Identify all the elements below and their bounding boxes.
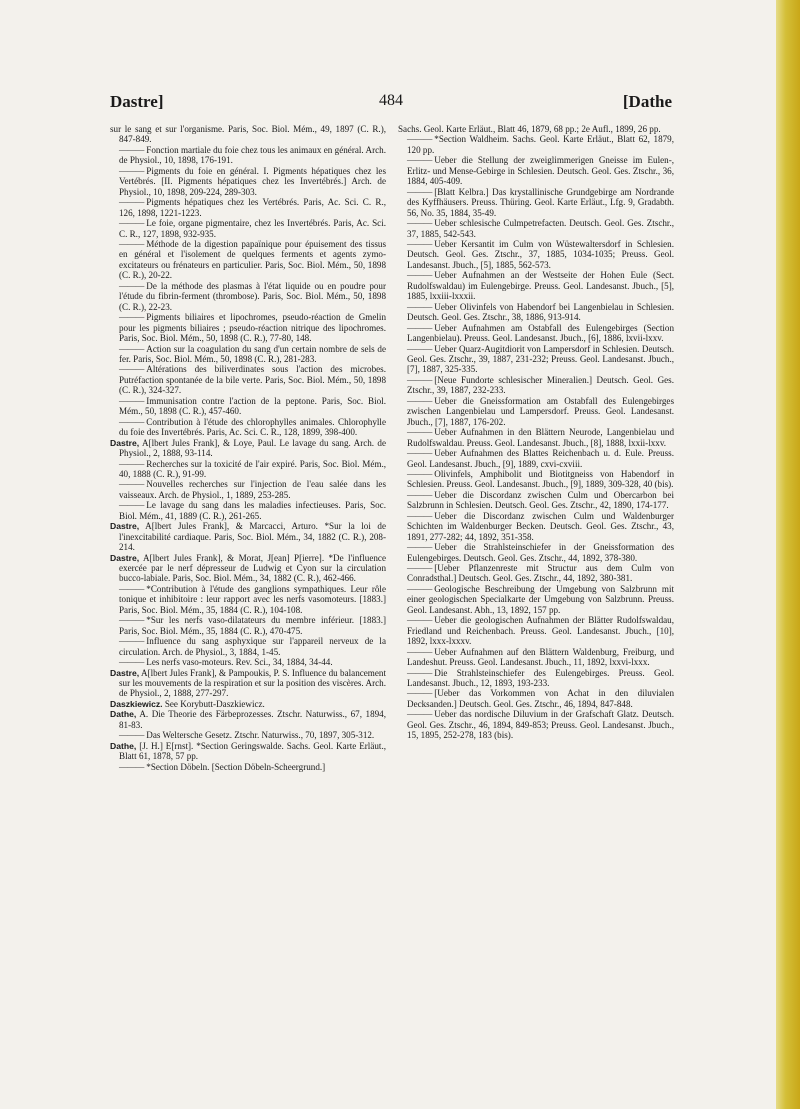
bibliography-entry — [110, 479, 386, 500]
entry-text: Ueber Kersantit im Culm von Wüstewaltersdorf in Schlesien. Deutsch. Geol. Ges. Ztschr., 37, 1885, 1034-1035; Preuss. Geol. Landesanst. Jbuch., [5], 1885, 562-573. — [407, 238, 674, 270]
bibliography-entry — [398, 615, 674, 646]
entry-text: Influence du sang asphyxique sur l'appareil nerveux de la circulation. Arch. de Physiol., 3, 1884, 1-45. — [119, 636, 386, 657]
bibliography-entry — [110, 584, 386, 615]
entry-author: Dastre, — [110, 667, 140, 678]
bibliography-entry — [398, 490, 674, 511]
bibliography-entry — [398, 187, 674, 218]
entry-text: Pigments hépatiques chez les Vertébrés. Paris, Ac. Sci. C. R., 126, 1898, 1221-1223. — [119, 197, 386, 218]
bibliography-entry — [110, 709, 386, 730]
bibliography-entry — [398, 375, 674, 396]
bibliography-entry — [398, 124, 674, 134]
bibliography-entry — [110, 281, 386, 312]
entry-text: Ueber Olivinfels von Habendorf bei Langenbielau in Schlesien. Deutsch. Geol. Ges. Ztschr., 38, 1886, 913-914. — [407, 301, 674, 323]
entry-author: Dastre, — [110, 521, 140, 532]
bibliography-entry — [110, 521, 386, 552]
entry-text: Le foie, organe pigmentaire, chez les Invertébrés. Paris, Ac. Sci. C. R., 127, 1898, 932-935. — [119, 218, 386, 239]
bibliography-entry — [110, 657, 386, 667]
entry-text: [Ueber Pflanzenreste mit Structur aus dem Culm von Conradsthal.] Deutsch. Geol. Ges. Ztschr., 44, 1892, 380-381. — [407, 563, 674, 584]
entry-text: [Neue Fundorte schlesischer Mineralien.] Deutsch. Geol. Ges. Ztschr., 39, 1887, 232-233. — [407, 374, 674, 396]
bibliography-entry — [398, 155, 674, 186]
entry-text: See Korybutt-Daszkiewicz. — [162, 698, 265, 709]
entry-author: Dastre, — [110, 437, 140, 448]
entry-author: Dastre, — [110, 552, 140, 563]
bibliography-entry — [398, 427, 674, 448]
entry-author: Daszkiewicz. — [110, 698, 163, 709]
header-right: [Dathe — [622, 92, 672, 111]
entry-text: Ueber Aufnahmen in den Blättern Neurode, Langenbielau und Rudolfswaldau. Preuss. Geol. Landesanst. Jbuch., [8], 1888, lxxii-lxxv. — [407, 427, 674, 448]
bibliography-entry — [398, 563, 674, 584]
entry-text: Pigments du foie en général. I. Pigments hépatiques chez les Vertébrés. [II. Pigments hépatiques chez les Invertébrés.] Arch. de Physiol., 10, 1898, 209-224, 289-303. — [119, 165, 386, 197]
entry-text: Action sur la coagulation du sang d'un certain nombre de sels de fer. Paris, Soc. Biol. Mém., 50, 1898 (C. R.), 281-283. — [119, 343, 386, 364]
entry-text: sur le sang et sur l'organisme. Paris, Soc. Biol. Mém., 49, 1897 (C. R.), 847-849. — [110, 124, 386, 145]
entry-text: Ueber die Discordanz zwischen Culm und Waldenburger Schichten im Waldenburger Becken. Deutsch. Geol. Ges. Ztschr., 43, 1891, 277-282; 44, 1892, 351-358. — [407, 510, 674, 542]
bibliography-entry — [110, 500, 386, 521]
entry-text: Ueber schlesische Culmpetrefacten. Deutsch. Geol. Ges. Ztschr., 37, 1885, 542-543. — [407, 218, 674, 239]
bibliography-entry — [398, 344, 674, 375]
bibliography-entry — [110, 741, 386, 762]
entry-text: Das Weltersche Gesetz. Ztschr. Naturwiss., 70, 1897, 305-312. — [146, 730, 375, 741]
bibliography-entry — [110, 730, 386, 740]
entry-text: Ueber die Strahlsteinschiefer in der Gneissformation des Eulengebirges. Deutsch. Geol. Ges. Ztschr., 44, 1892, 378-380. — [407, 542, 674, 563]
entry-text: Ueber Aufnahmen am Ostabfall des Eulengebirges (Section Langenbielau). Preuss. Geol. Landesanst. Jbuch., [6], 1886, lxvii-lxxv. — [407, 322, 674, 344]
bibliography-entry — [398, 709, 674, 740]
page-number: 484 — [379, 92, 403, 109]
entry-text: Sachs. Geol. Karte Erläut., Blatt 46, 1879, 68 pp.; 2e Aufl., 1899, 26 pp. — [398, 124, 661, 134]
bibliography-entry — [398, 688, 674, 709]
entry-text: Méthode de la digestion papaïnique pour épuisement des tissus en général et l'isolement de quelques ferments et agents zymo-excitateurs ou frénateurs en particulier. Paris, Soc. Biol. Mém., 50, 1898 (C. R.), 20-22. — [119, 238, 386, 281]
bibliography-entry — [110, 396, 386, 417]
entry-text: Ueber Quarz-Augitdiorit von Lampersdorf in Schlesien. Deutsch. Geol. Ges. Ztschr., 39, 1887, 231-232; Preuss. Geol. Landesanst. Jbuch., [7], 1887, 325-335. — [407, 343, 674, 375]
entry-text: A. Die Theorie des Färbeprozesses. Ztschr. Naturwiss., 67, 1894, 81-83. — [119, 709, 386, 730]
entry-text: Olivinfels, Amphibolit und Biotitgneiss von Habendorf in Schlesien. Preuss. Geol. Landesanst. Jbuch., [9], 1889, 309-328, 40 (bis). — [407, 468, 674, 490]
entry-text: Contribution à l'étude des chlorophylles animales. Chlorophylle du foie des Invertébrés. Paris, Ac. Sci. C. R., 128, 1899, 398-400. — [119, 416, 386, 438]
bibliography-entry — [110, 668, 386, 699]
bibliography-entry — [110, 197, 386, 218]
entry-text: Ueber das nordische Diluvium in der Grafschaft Glatz. Deutsch. Geol. Ges. Ztschr., 46, 1894, 849-853; Preuss. Geol. Landesanst. Jbuch., 15, 1895, 252-278, 183 (bis). — [407, 709, 674, 741]
page-header — [110, 92, 672, 114]
bibliography-entry — [110, 364, 386, 395]
entry-text: Ueber die Stellung der zweiglimmerigen Gneisse im Eulen-, Erlitz- und Mense-Gebirge in Schlesien. Deutsch. Geol. Ges. Ztschr., 36, 1884, 405-409. — [407, 155, 674, 187]
entry-text: Ueber Aufnahmen auf den Blättern Waldenburg, Freiburg, und Landeshut. Preuss. Geol. Landesanst. Jbuch., 11, 1892, lxxvi-lxxx. — [407, 646, 674, 668]
bibliography-entry — [398, 647, 674, 668]
bibliography-entry — [398, 302, 674, 323]
entry-text: Ueber Aufnahmen des Blattes Reichenbach u. d. Eule. Preuss. Geol. Landesanst. Jbuch., [9], 1889, cxvi-cxviii. — [407, 448, 674, 469]
entry-text: *Section Waldheim. Sachs. Geol. Karte Erläut., Blatt 62, 1879, 120 pp. — [407, 134, 674, 155]
bibliography-entry — [110, 312, 386, 343]
bibliography-entry — [398, 270, 674, 301]
bibliography-entry — [398, 134, 674, 155]
bibliography-entry — [110, 553, 386, 584]
bibliography-entry — [110, 344, 386, 365]
entry-text: Recherches sur la toxicité de l'air expiré. Paris, Soc. Biol. Mém., 40, 1888 (C. R.), 91-99. — [119, 458, 386, 479]
bibliography-entry — [110, 218, 386, 239]
bibliography-entry — [110, 239, 386, 281]
bibliography-entry — [398, 323, 674, 344]
bibliography-entry — [110, 636, 386, 657]
bibliography-entry — [110, 124, 386, 145]
bibliography-entry — [398, 239, 674, 270]
entry-text: Die Strahlsteinschiefer des Eulengebirges. Preuss. Geol. Landesanst. Jbuch., 12, 1893, 193-233. — [407, 667, 674, 689]
bibliography-entry — [398, 448, 674, 469]
bibliography-entry — [110, 459, 386, 480]
entry-author: Dathe, — [110, 740, 137, 751]
entry-text: Altérations des biliverdinates sous l'action des microbes. Putréfaction spontanée de la bile verte. Paris, Soc. Biol. Mém., 50, 1898 (C. R.), 324-327. — [119, 364, 386, 396]
entry-text: Nouvelles recherches sur l'injection de l'eau salée dans les vaisseaux. Arch. de Physiol., 1, 1889, 253-285. — [119, 479, 386, 500]
bibliography-entry — [398, 218, 674, 239]
entry-text: [Ueber das Vorkommen von Achat in den diluvialen Decksanden.] Deutsch. Geol. Ges. Ztschr., 46, 1894, 847-848. — [407, 688, 674, 709]
entry-text: Le lavage du sang dans les maladies infectieuses. Paris, Soc. Biol. Mém., 41, 1889 (C. R.), 261-265. — [119, 500, 386, 521]
bibliography-entry — [398, 396, 674, 427]
entry-text: *Contribution à l'étude des ganglions sympathiques. Leur rôle tonique et inhibitoire : leur rapport avec les nerfs vasomoteurs. [1883.] Paris, Soc. Biol. Mém., 35, 1884 (C. R.), 104-108. — [119, 583, 386, 615]
entry-text: [J. H.] E[rnst]. *Section Geringswalde. Sachs. Geol. Karte Erläut., Blatt 61, 1878, 57 pp. — [119, 740, 386, 762]
bibliography-entry — [398, 469, 674, 490]
entry-text: De la méthode des plasmas à l'état liquide ou en poudre pour l'étude du fibrin-ferment (thrombose). Paris, Soc. Biol. Mém., 50, 1898 (C. R.), 22-23. — [119, 280, 386, 312]
bibliography-entry — [110, 417, 386, 438]
entry-text: Ueber die geologischen Aufnahmen der Blätter Rudolfswaldau, Friedland und Reichenbach. Preuss. Geol. Landesanst. Jbuch., [10], 1892, lxxx-lxxxv. — [407, 615, 674, 647]
bibliography-entry — [398, 668, 674, 689]
left-column — [110, 124, 386, 772]
header-left: Dastre] — [110, 92, 164, 111]
entry-text: Fonction martiale du foie chez tous les animaux en général. Arch. de Physiol., 10, 1898, 176-191. — [119, 144, 386, 166]
entry-text: *Section Döbeln. [Section Döbeln-Scheergrund.] — [146, 761, 326, 772]
bibliography-entry — [110, 145, 386, 166]
entry-text: [Blatt Kelbra.] Das krystallinische Grundgebirge am Nordrande des Kyffhäusers. Preuss. Thüring. Geol. Karte Erläut., Lfg. 9, Gradabth. 56, No. 35, 1884, 35-49. — [407, 186, 674, 218]
entry-text: *Sur les nerfs vaso-dilatateurs du membre inférieur. [1883.] Paris, Soc. Biol. Mém., 35, 1884 (C. R.), 470-475. — [119, 615, 386, 636]
bibliography-entry — [110, 166, 386, 197]
bibliography-entry — [110, 762, 386, 772]
entry-text: Les nerfs vaso-moteurs. Rev. Sci., 34, 1884, 34-44. — [146, 657, 333, 668]
entry-author: Dathe, — [110, 709, 137, 720]
page-edge — [776, 0, 800, 1109]
entry-text: Ueber die Gneissformation am Ostabfall des Eulengebirges zwischen Langenbielau und Lampersdorf. Preuss. Geol. Landesanst. Jbuch., [7], 1887, 176-202. — [407, 395, 674, 427]
right-column — [398, 124, 674, 741]
entry-text: Ueber Aufnahmen an der Westseite der Hohen Eule (Sect. Rudolfswaldau) im Eulengebirge. Preuss. Geol. Landesanst. Jbuch., [5], 1885, lxxiii-lxxxii. — [407, 270, 674, 302]
entry-text: Ueber die Discordanz zwischen Culm und Obercarbon bei Salzbrunn in Schlesien. Deutsch. Geol. Ges. Ztschr., 42, 1890, 174-177. — [407, 489, 674, 511]
entry-text: Pigments biliaires et lipochromes, pseudo-réaction de Gmelin pour les pigments biliaires ; pseudo-réaction nitrique des lipochromes. Paris, Soc. Biol. Mém., 50, 1898 (C. R.), 77-80, 148. — [119, 312, 386, 344]
entry-text: A[lbert Jules Frank], & Marcacci, Arturo. *Sur la loi de l'inexcitabilité cardiaque. Paris, Soc. Biol. Mém., 34, 1882 (C. R.), 208-214. — [119, 521, 386, 553]
entry-text: A[lbert Jules Frank], & Morat, J[ean] P[ierre]. *De l'influence exercée par le nerf dépresseur de Ludwig et Cyon sur la circulation bucco-labiale. Paris, Soc. Biol. Mém., 34, 1882 (C. R.), 462-466. — [119, 552, 386, 584]
bibliography-entry — [398, 542, 674, 563]
bibliography-entry — [110, 438, 386, 459]
bibliography-entry — [110, 615, 386, 636]
entry-text: A[lbert Jules Frank], & Pampoukis, P. S. Influence du balancement sur les mouvements de la respiration et sur la position des viscères. Arch. de Physiol., 2, 1888, 277-297. — [119, 667, 386, 699]
entry-text: Immunisation contre l'action de la peptone. Paris, Soc. Biol. Mém., 50, 1898 (C. R.), 457-460. — [119, 395, 386, 417]
bibliography-entry — [398, 584, 674, 615]
bibliography-entry — [398, 511, 674, 542]
bibliography-entry — [110, 699, 386, 709]
entry-text: Geologische Beschreibung der Umgebung von Salzbrunn mit einer geologischen Specialkarte der Umgebung von Salzbrunn. Preuss. Geol. Landesanst. Abh., 13, 1892, 157 pp. — [407, 583, 674, 615]
entry-text: A[lbert Jules Frank], & Loye, Paul. Le lavage du sang. Arch. de Physiol., 2, 1888, 93-114. — [119, 437, 386, 459]
